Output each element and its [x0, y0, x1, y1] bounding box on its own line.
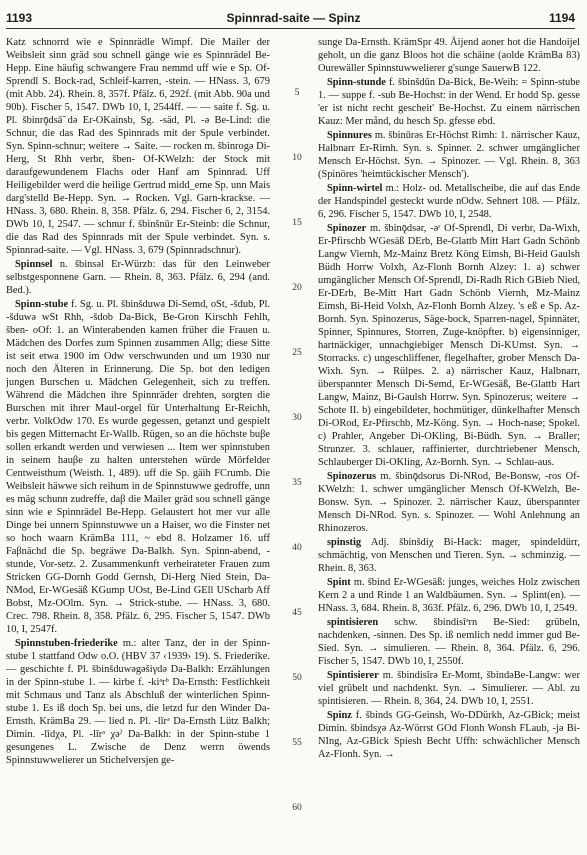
line-number: 10 [292, 153, 302, 163]
entry-headword: Spinz [327, 710, 352, 721]
dictionary-entry [6, 298, 270, 636]
entry-text: Adj. šbinšdiχ Bi-Hack: mager, spindeldürr, schmächtig, von Menschen und Tieren. Syn. → schminzig. — Rhein. 8, 363. [318, 537, 580, 574]
entry-headword: Spinn-wirtel [327, 183, 383, 194]
entry-headword: Spint [327, 577, 351, 588]
entry-text: m. šbinǭdsər, -əʳ Of-Sprendl, Di verbr, Da-Wixh, Er-Pfirschb WGesäß DErb, Be-Glattb Mitt Hart Gadn Schönb Langw Viernh, Mz-Mainz Bretz Köng Eimsh, Bi-Heid Gaulsh Büdh Horrw Volxh, Az-Flonh Bornh Alzey: 1. a) schwer umgänglicher Mensch Of-Sprendl, Di-Radh Rich GBieb Nied, Er-DErb, Be-Mitt Hart Gadn Schönb Viernh, Mz-Mainz Eimsh, Bi-Heid Volxh, Az-Flonh Bornh Alzey. 's eß e Sp. Az-Bornh. Syn. Spinozerus, Säge-bock, Sparren-nagel, Spinnäter, Spinner, Spinnures, Storren, Zuge-knöpfter. b) eigensinniger, hartnäckiger, unnachgiebiger Mensch Di-KUmst. Syn. → Storracks. c) ungeschliffener, flegelhafter, grober Mensch Da-Wixh. Syn. → Rülpes. 2. a) närrischer Kauz, Halbnarr, überspannter Mensch Di-Semd, Er-WGesäß, Be-Glattb Hart Langw, Mainz, Bi-Gaulsh Horrw. Syn. Spinozerus; weitere → Schote II. b) eingebildeter, hochmütiger, dünkelhafter Mensch Di-ORod, Er-Pfirschb, Mz-Köng. Syn. → Hoch-nase; Spokel. c) Prahler, Angeber Di-OKling, Bi-Büdh. Syn. → Braller; Strunzer. 3. schlauer, raffinierter, durchtriebener Mensch, Schlauberger Di-OKling, Az-Bornh. Syn. → Schlau-aus. [318, 223, 580, 468]
entry-text: m. šbind Er-WGesäß: junges, weiches Holz zwischen Kern 2 a und Rinde 1 an Waldbäumen. Syn. → Splint(en). — HNass. 3, 684. Rhein. 8, 363f. Pfälz. 6, 296. DWb 10, I, 2549. [318, 577, 580, 614]
page-number-left: 1193 [6, 11, 33, 25]
entry-text: f. šbinds GG-Geinsh, Wo-DDürkh, Az-GBick; meist Dimin. šbindsχə Az-Wörrst GOd Flonh Wonsh FLaub, -jə Bi-NIng, Az-GBick Spiesh Becht Uffh: schwächlicher Mensch Az-Flonh. Syn. → [318, 710, 580, 760]
right-column [318, 36, 580, 848]
dictionary-entry [318, 182, 580, 221]
entry-headword: Spinn-stunde [327, 77, 386, 88]
line-number: 55 [292, 738, 302, 748]
line-number: 60 [292, 803, 302, 813]
entry-text: n. šbinsəl Er-Würzb: das für den Leinweber selbstgesponnene Garn. — Rhein. 8, 363. Pfälz. 6, 294 (and. Bed.). [6, 259, 270, 296]
entry-text: f. Sg. u. Pl. šbinšduwə Di-Semd, oSt, -šdub, Pl. -šduwə wSt Rhh, -šdob Da-Bick, Be-Gron Kirschh Fehlh, šben- oOf: 1. an Winterabenden kamen früher die Frauen u. Mädchen des Dorfes zum Spinnen zusammen Allg; diese Sitte ist seit etwa 1900 im Odw verschwunden und um 1930 nur noch den Älteren in Erinnerung. Die Sp. bot den ledigen jungen Burschen u. Mädchen Gelegenheit, sich zu treffen. Während die Mädchen ihre Spinnräder drehten, sorgten die Burschen mit ihrer Maul-orgel für Unterhaltung Er-Reichh, verbr. VolkOdw 170. Es wurde gegessen, getanzt und gespielt bis gegen Mitternacht Er-Wallb. Rügen, so an die höchste buβe sollen erkandt werden und verwiesen ... Item wer spinnstuben in seinem hauβe zu halten unterstehen würde Mörfelder Centweisthum (Weisth. 1, 489). uff die Sp. gäih FCrumb. Die Weibsleit häwwe sich reihum in de Spinnstuwwe gedroffe, unn es mäg schunn zudreffe, daβ die Mailer gräd sou schnell gänge sinn wie e Spinnrädel Be-Hepp. Gelaustert hot mer vur alle Dinge bei unnern Spinnstuwwe un a Haiser, wo die Finster net so hoch waarn KrämBa 111, ~ ebd 8. Holzamer 16. uff Faβnächd die Sp. begräwe Da-Balkh. Syn. Spinn-abend, -stunde, Vor-setz. 2. Zusammenkunft verheirateter Frauen zum Stricken GG-Dornh Godd Gernsh, Di-Herg Nied Stein, Da-NMod, Er-WGesäß KGump UOst, Be-Lind GEll UScharb Aff Bobst, Mz-OOlm. Syn. → Strick-stube. — HNass. 3, 680. Crec. 798. Rhein. 8, 358. Pfälz. 6, 295. Fischer 5, 1547. DWb 10, I, 2547f. [6, 299, 270, 635]
line-number: 45 [292, 608, 302, 618]
dictionary-entry [318, 222, 580, 469]
entry-headword: spintisieren [327, 617, 379, 628]
entry-headword: Spinozer [327, 223, 367, 234]
dictionary-entry [6, 36, 270, 257]
entry-text: m.: alter Tanz, der in der Spinn-stube 1 stattfand Odw o.O. (HBV 37 ‹1939› 19). S. Friederike. — geschichte f. Pl. šbinšduwəgəšiγdə Da-Balkh: Erzählungen in der Spinn-stube 1. — kirbe f. -kiᵊrᵇ Da-Ernsth: Festlichkeit mit Schmaus und Tanz als Abschluß der winterlichen Spinn-stube 1. Es iß doch Sp. bei uns, die letzd fur den Winder Da-Ernsth. KrämBa 29. — lied n. Pl. -līrᵊ Da-Ernsth Lütz Balkh; Dimin. -līdχə, Pl. -līrᵊ χəˀ Da-Balkh: in der Spinn-stube 1 gesungenes L. Zwische de Denz werrn öwends Spinnstuwwelierer un Stichelversjen ge- [6, 638, 270, 766]
left-column [6, 36, 270, 848]
line-number: 35 [292, 478, 302, 488]
line-number-gutter [280, 36, 314, 848]
line-number: 50 [292, 673, 302, 683]
entry-text: schw. šbindisīᵊrn Be-Sied: grübeln, nachdenken, -sinnen. Des Sp. iß nemlich nedd immer gud Be-Sied. Syn. → simulieren. — Rhein. 8, 364. Pfälz. 6, 296. Fischer 5, 1547. DWb 10, I, 2550f. [318, 617, 580, 667]
line-number: 5 [294, 88, 300, 98]
entry-text: m. šbinūrəs Er-Höchst Rimh: 1. närrischer Kauz, Halbnarr Er-Rimh. Syn. s. Spinner. 2. schwer umgänglicher Mensch Er-Höchst. Syn. → Spinozer. — Vgl. Rhein. 8, 363 (Spinöres 'heimtückischer Mensch'). [318, 130, 580, 180]
entry-headword: spinstig [327, 537, 362, 548]
dictionary-entry [6, 258, 270, 297]
entry-headword: Spinnsel [15, 259, 53, 270]
page-number-right: 1194 [548, 11, 575, 25]
dictionary-entry [6, 637, 270, 767]
dictionary-entry [318, 536, 580, 575]
entry-text: Katz schnorrd wie e Spinnrädle Wimpf. Die Mailer der Weibsleit sinn gräd sou schnell gänge wie es Spinnrädel Be-Hepp. Eine häufig schwangere Frau nemmd uff wie e Sp. Of-Sprendl S. Bock-rad, Schleif-karren, -stein. — HNass. 3, 679 (mit Abb. 24). Rhein. 8, 357f. Pfälz. 6, 292f. (mit Abb. 90a und 90b). Fischer 5, 1547. DWb 10, I, 2544ff. — — saite f. Sg. u. Pl. šbinrǭdsā̃ də Er-OKainsb, Sg. -säd, Pl. -ə Be-Lind: die Schnur, die das Rad des Spinnrads mit der Spule verbindet. Syn. Spinn-schnur; weitere → Saite. — rocken m. šbinrogə Di-Herg, St Rhh verbr, šben- Of-KWelzh: der Stock mit daraufgewundenem Flachs oder Hanf am Spinnrad. Uff Heiligebilder werd die heilige Gertrud midd_eme Sp. unn Mais darg'stelld Be-Hepp. Syn. → Rocken. Vgl. Garn-krackse. — HNass. 3, 680. Rhein. 8, 358. Pfälz. 6, 294. Fischer 6, 2, 3154. DWb 10, I, 2547. — schnur f. šbinšnūr Er-Steinb: die Schnur, die das Rad des Spinnrads mit der Spule verbindet. Syn. s. Spinnrad-saite. — Vgl. HNass. 3, 679 (Spinnradschnur). [6, 37, 270, 256]
entry-headword: Spinnures [327, 130, 372, 141]
dictionary-entry [318, 709, 580, 761]
dictionary-entry [318, 36, 580, 75]
line-number: 15 [292, 218, 302, 228]
line-number: 40 [292, 543, 302, 553]
dictionary-entry [318, 576, 580, 615]
entry-text: m.: Holz- od. Metallscheibe, die auf das Ende der Handspindel gesteckt wurde nOdw. Sehnert 108. — Pfälz. 6, 296. Fischer 5, 1547. DWb 10, I, 2548. [318, 183, 580, 220]
entry-headword: Spintisierer [327, 670, 379, 681]
entry-headword: Spinnstuben-friederike [15, 638, 118, 649]
entry-text: sunge Da-Ernsth. KrämSpr 49. Äijend aoner hot die Handoijel geholt, un die ganz Bloos hot die schäine (aolde KrämBa 83) Ourewäller Spinnstuwwelierer g'sunge SauerwB 122. [318, 37, 580, 74]
entry-text: m. šbindisīrə Er-Momt, šbindəBe-Langw: wer viel grübelt und nachdenkt. Syn. → Simulierer. — Abl. zu spintisieren. — Rhein. 8, 364, 24. DWb 10, I, 2551. [318, 670, 580, 707]
header-rule [6, 28, 575, 29]
line-number: 25 [292, 348, 302, 358]
entry-text: f. šbinšdūn Da-Bick, Be-Weih: = Spinn-stube 1. — suppe f. -sub Be-Hochst: in der Wend. Er hodd Sp. gesse 'er ist nicht recht gescheit' Be-Hochst. Zu einem närrischen Kauz: Mer månd, du hesch Sp. gfesse ebd. [318, 77, 580, 127]
entry-headword: Spinn-stube [15, 299, 69, 310]
running-title: Spinnrad-saite — Spinz [226, 11, 361, 25]
entry-headword: Spinozerus [327, 471, 377, 482]
entry-text: m. šbinǭdsorus Di-NRod, Be-Bonsw, -ros Of-KWelzh: 1. schwer umgänglicher Mensch Of-KWelzh, Be-Bonsw. Syn. → Spinozer. 2. närrischer Kauz, überspannter Mensch Di-NRod. Syn. s. Spinozer. — Wohl Anlehnung an Rhinozeros. [318, 471, 580, 534]
dictionary-entry [318, 669, 580, 708]
line-number: 30 [292, 413, 302, 423]
page-header [0, 0, 587, 30]
line-number: 20 [292, 283, 302, 293]
dictionary-entry [318, 76, 580, 128]
dictionary-entry [318, 616, 580, 668]
dictionary-entry [318, 470, 580, 535]
dictionary-entry [318, 129, 580, 181]
